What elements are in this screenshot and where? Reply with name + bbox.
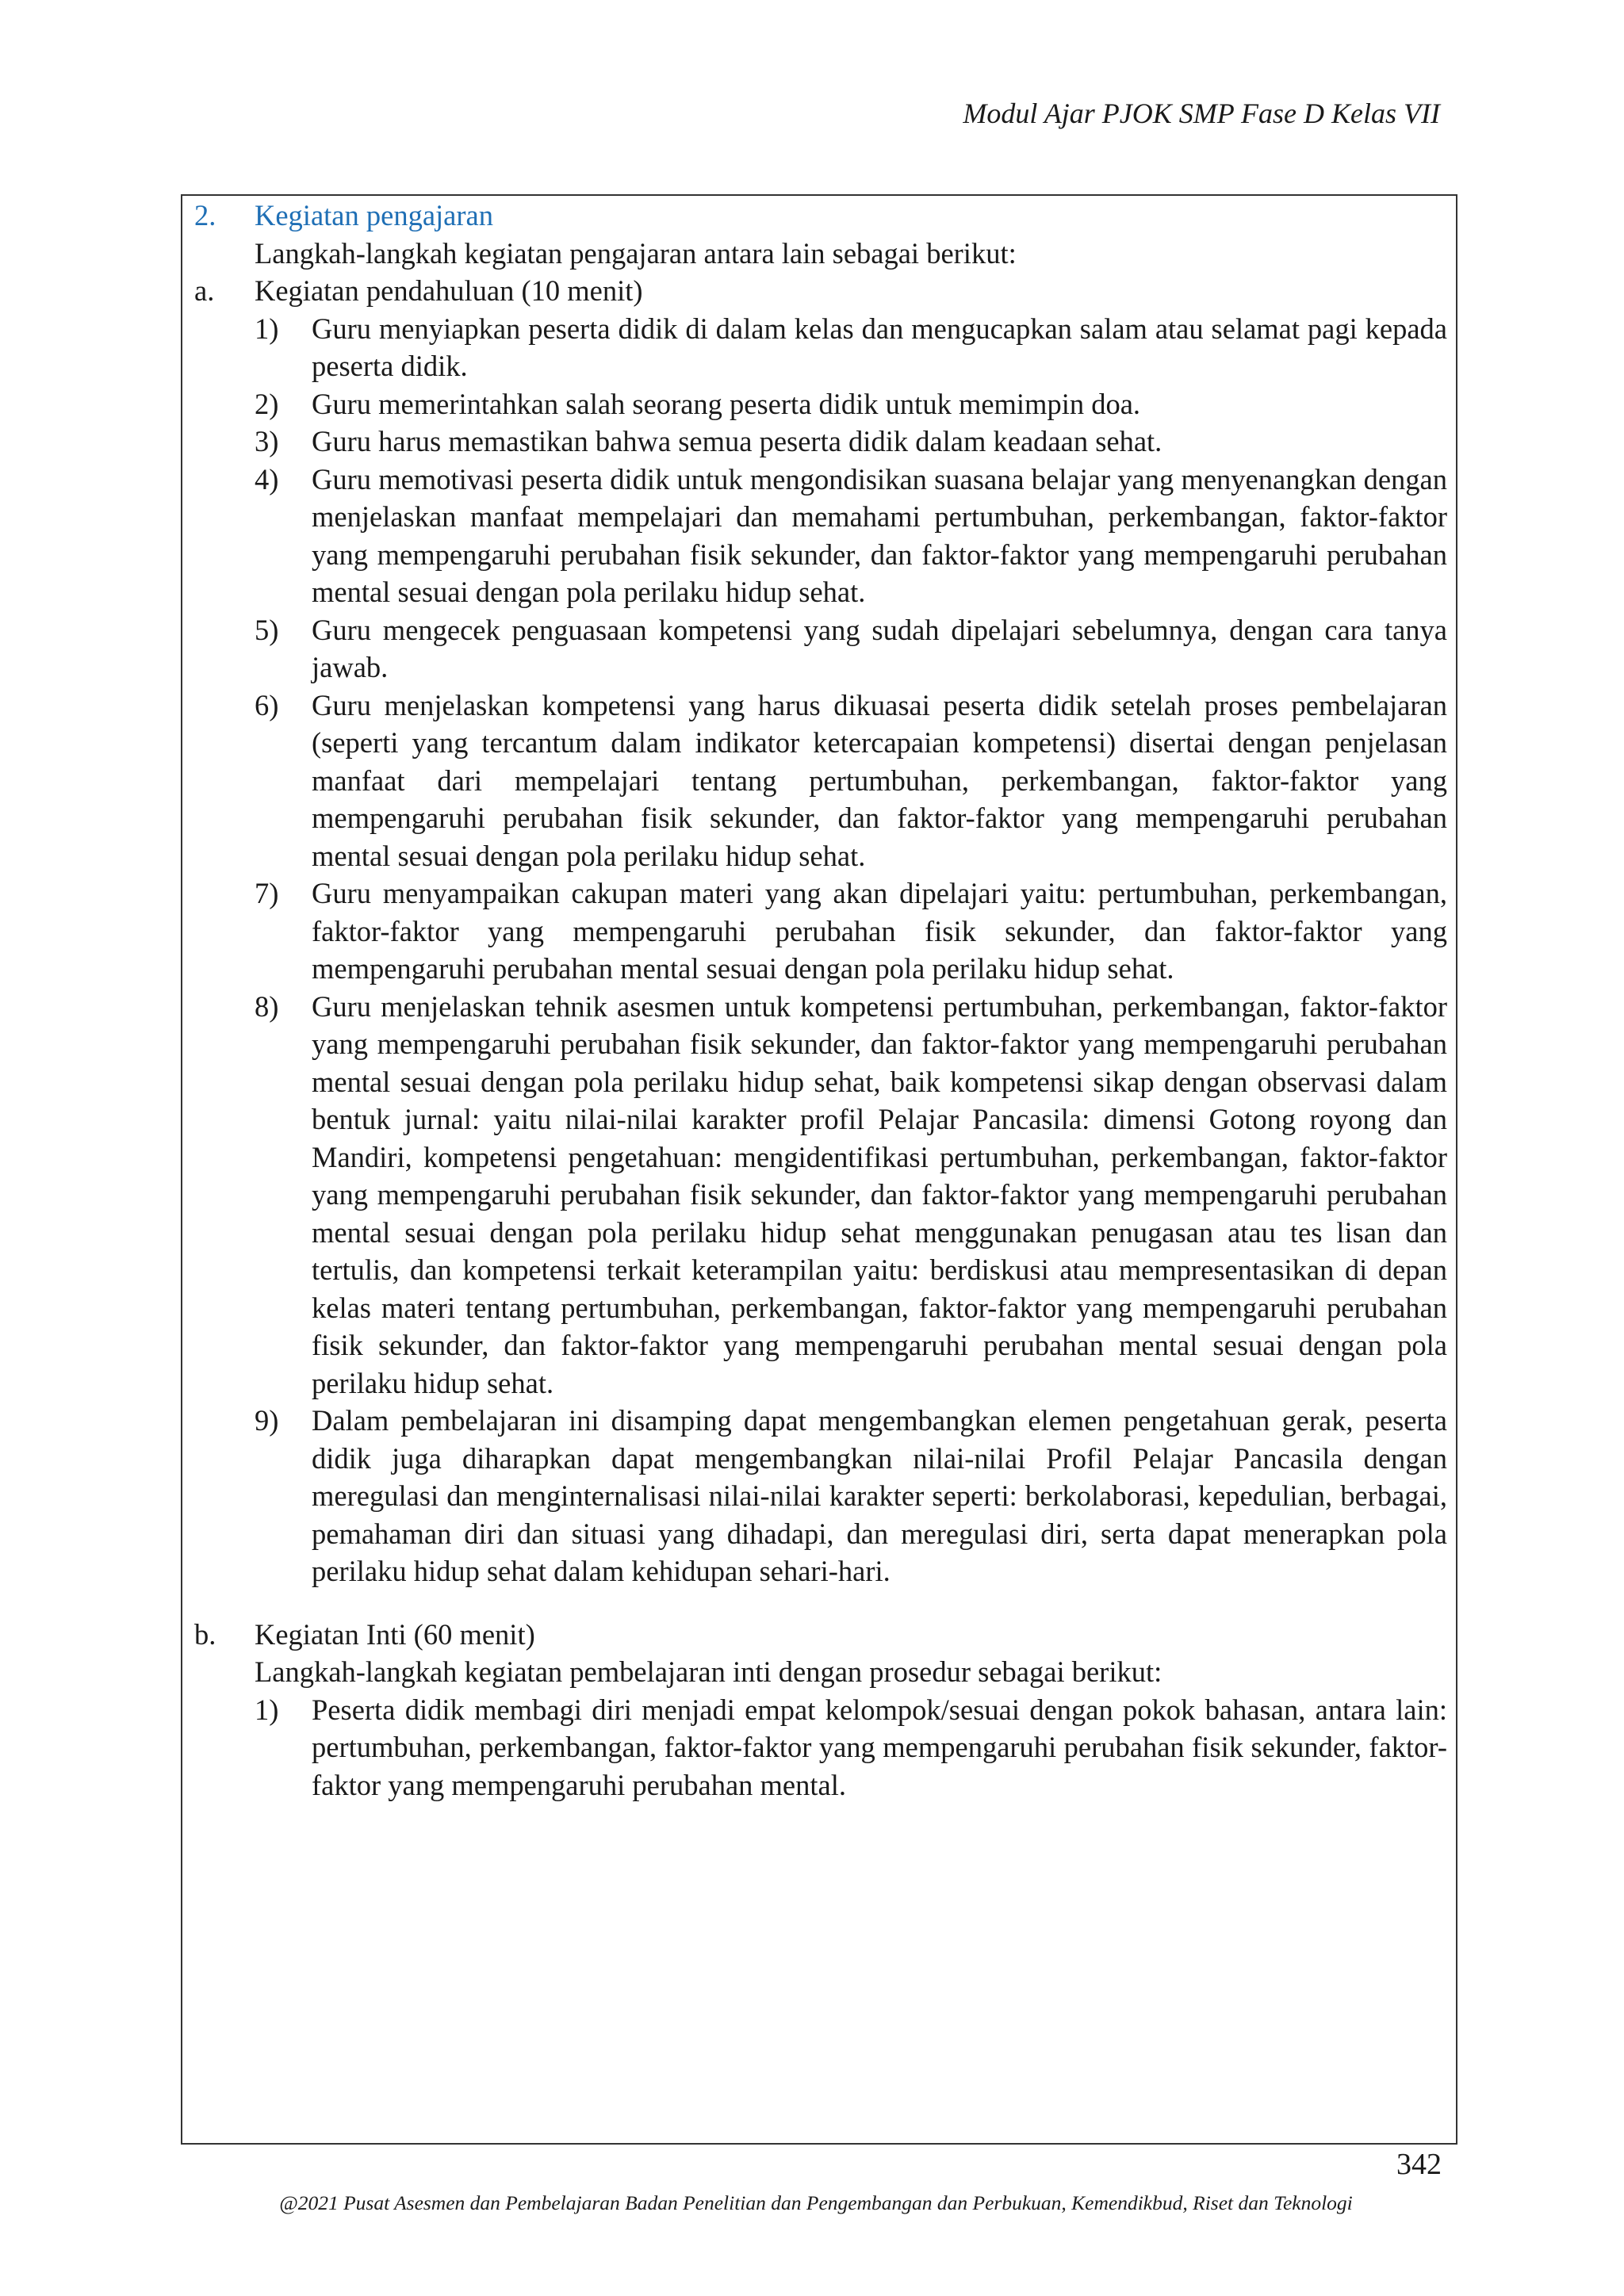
part-b-intro: Langkah-langkah kegiatan pembelajaran inti dengan prosedur sebagai berikut: <box>255 1655 1162 1688</box>
list-item-number: 2) <box>255 387 279 420</box>
list-item <box>255 1402 1447 1590</box>
list-item-text: Guru menyampaikan cakupan materi yang akan dipelajari yaitu: pertumbuhan, perkembangan, faktor-faktor yang mempengaruhi perubahan fisik sekunder, dan faktor-faktor yang mempengaruhi perubahan mental sesuai dengan pola perilaku hidup sehat. <box>312 877 1447 985</box>
section-title: Kegiatan pengajaran <box>255 199 493 232</box>
list-item <box>255 385 1447 423</box>
footer-copyright: @2021 Pusat Asesmen dan Pembelajaran Badan Penelitian dan Pengembangan dan Perbukuan, Kemendikbud, Riset dan Teknologi <box>279 2191 1353 2214</box>
list-item-text: Dalam pembelajaran ini disamping dapat mengembangkan elemen pengetahuan gerak, peserta didik juga diharapkan dapat mengembangkan nilai-nilai Profil Pelajar Pancasila dengan meregulasi dan menginternalisasi nilai-nilai karakter seperti: berkolaborasi, kepedulian, berbagai, pemahaman diri dan situasi yang dihadapi, dan meregulasi diri, serta dapat menerapkan pola perilaku hidup sehat dalam kehidupan sehari-hari. <box>312 1404 1447 1587</box>
list-item <box>255 423 1447 461</box>
list-item-text: Guru menyiapkan peserta didik di dalam kelas dan mengucapkan salam atau selamat pagi kepada peserta didik. <box>312 312 1447 382</box>
part-b-marker: b. <box>194 1617 216 1651</box>
list-item <box>255 874 1447 988</box>
part-b-list <box>194 1691 1447 1804</box>
list-item <box>255 611 1447 687</box>
list-item-number: 4) <box>255 462 279 496</box>
part-a-title: Kegiatan pendahuluan (10 menit) <box>255 274 643 307</box>
section-heading <box>194 197 1447 235</box>
list-item-number: 3) <box>255 425 279 457</box>
list-item-number: 9) <box>255 1404 279 1437</box>
list-item <box>255 310 1447 385</box>
list-item-text: Guru memotivasi peserta didik untuk mengondisikan suasana belajar yang menyenangkan dengan menjelaskan manfaat mempelajari dan memahami pertumbuhan, perkembangan, faktor-faktor yang mempengaruhi perubahan fisik sekunder, dan faktor-faktor yang mempengaruhi perubahan mental sesuai dengan pola perilaku hidup sehat. <box>312 462 1447 608</box>
list-item-number: 8) <box>255 989 279 1023</box>
section-intro: Langkah-langkah kegiatan pengajaran antara lain sebagai berikut: <box>255 236 1017 270</box>
list-item-text: Guru memerintahkan salah seorang peserta didik untuk memimpin doa. <box>312 387 1141 420</box>
page-number: 342 <box>1396 2148 1442 2181</box>
list-item-number: 7) <box>255 877 279 909</box>
list-item-text: Guru mengecek penguasaan kompetensi yang sudah dipelajari sebelumnya, dengan cara tanya jawab. <box>312 613 1447 683</box>
list-item-text: Peserta didik membagi diri menjadi empat kelompok/sesuai dengan pokok bahasan, antara lain: pertumbuhan, perkembangan, faktor-faktor yang mempengaruhi perubahan fisik sekunder, faktor-faktor yang mempengaruhi perubahan mental. <box>312 1693 1447 1801</box>
part-b-heading <box>194 1616 1447 1654</box>
list-item-number: 1) <box>255 312 279 345</box>
section-number: 2. <box>194 199 216 232</box>
list-item <box>255 687 1447 875</box>
part-a-list <box>194 310 1447 1590</box>
list-item <box>255 461 1447 611</box>
list-item-number: 5) <box>255 613 279 646</box>
list-item-number: 1) <box>255 1693 279 1726</box>
list-item-number: 6) <box>255 688 279 721</box>
part-b-title: Kegiatan Inti (60 menit) <box>255 1617 535 1651</box>
list-item <box>255 988 1447 1402</box>
part-a-heading <box>194 272 1447 310</box>
list-item-text: Guru menjelaskan kompetensi yang harus dikuasai peserta didik setelah proses pembelajaran (seperti yang tercantum dalam indikator ketercapaian kompetensi) disertai dengan penjelasan manfaat dari mempelajari tentang pertumbuhan, perkembangan, faktor-faktor yang mempengaruhi perubahan fisik sekunder, dan faktor-faktor yang mempengaruhi perubahan mental sesuai dengan pola perilaku hidup sehat. <box>312 688 1447 872</box>
running-header: Modul Ajar PJOK SMP Fase D Kelas VII <box>963 98 1440 129</box>
part-a-marker: a. <box>194 274 215 307</box>
list-item <box>255 1691 1447 1804</box>
list-item-text: Guru harus memastikan bahwa semua peserta didik dalam keadaan sehat. <box>312 425 1162 457</box>
list-item-text: Guru menjelaskan tehnik asesmen untuk kompetensi pertumbuhan, perkembangan, faktor-faktor yang mempengaruhi perubahan fisik sekunder, dan faktor-faktor yang mempengaruhi perubahan mental sesuai dengan pola perilaku hidup sehat, baik kompetensi sikap dengan observasi dalam bentuk jurnal: yaitu nilai-nilai karakter profil Pelajar Pancasila: dimensi Gotong royong dan Mandiri, kompetensi pengetahuan: mengidentifikasi pertumbuhan, perkembangan, faktor-faktor yang mempengaruhi perubahan fisik sekunder, dan faktor-faktor yang mempengaruhi perubahan mental sesuai dengan pola perilaku hidup sehat menggunakan penugasan atau tes lisan dan tertulis, dan kompetensi terkait keterampilan yaitu: berdiskusi atau mempresentasikan di depan kelas materi tentang pertumbuhan, perkembangan, faktor-faktor yang mempengaruhi perubahan fisik sekunder, dan faktor-faktor yang mempengaruhi perubahan mental sesuai dengan pola perilaku hidup sehat. <box>312 989 1447 1399</box>
page-content <box>194 197 1447 1804</box>
